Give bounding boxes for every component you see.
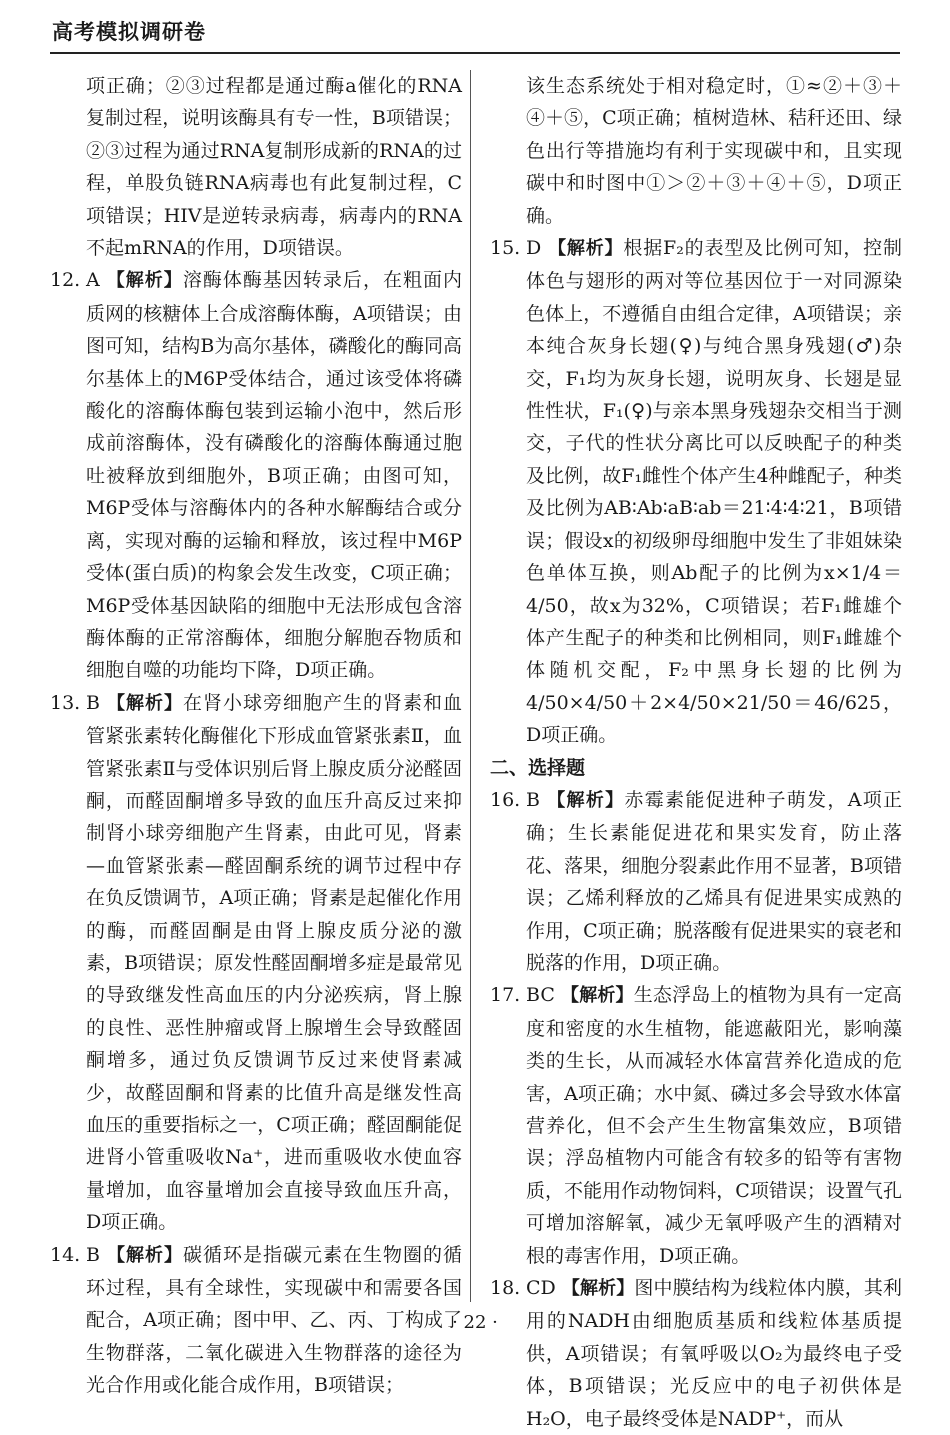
item-explanation: 碳循环是指碳元素在生物圈的循环过程，具有全球性，实现碳中和需要各国配合，A项正确；图中甲、乙、丙、丁构成了生物群落，二氧化碳进入生物群落的途径为光合作用或化能合成作用，B项错误； [86,1243,462,1397]
analysis-tag: 【解析】 [545,789,625,811]
answer-item-18 [490,1272,902,1435]
answer-item-13 [50,687,462,1239]
left-column [50,70,462,1402]
item-number: 17. [490,984,521,1007]
answer-item-16 [490,784,902,979]
continued-paragraph-14: 该生态系统处于相对稳定时，①≈②＋③＋④＋⑤，C项正确；植树造林、秸秆还田、绿色出行等措施均有利于实现碳中和，且实现碳中和时图中①＞②＋③＋④＋⑤，D项正确。 [526,75,902,227]
page-number: · 22 · [452,1312,498,1333]
analysis-tag: 【解析】 [105,1244,183,1266]
answer-item-12 [50,264,462,686]
header-title: 高考模拟调研卷 [52,20,206,44]
item-number: 14. [50,1243,81,1266]
analysis-tag: 【解析】 [560,985,634,1007]
column-divider [470,70,471,1302]
item-explanation: 根据F₂的表型及比例可知，控制体色与翅形的两对等位基因位于一对同源染色体上，不遵循自由组合定律，A项错误；亲本纯合灰身长翅(♀)与纯合黑身残翅(♂)杂交，F₁均为灰身长翅，说明灰身、长翅是显性性状，F₁(♀)与亲本黑身残翅杂交相当于测交，子代的性状分离比可以反映配子的种类及比例，故F₁雌性个体产生4种雌配子，种类及比例为AB∶Ab∶aB∶ab＝21∶4∶4∶21，B项错误；假设x的初级卵母细胞中发生了非姐妹染色单体互换，则Ab配子的比例为x×1/4＝4/50，故x为32%，C项错误；若F₁雌雄个体产生配子的种类和比例相同，则F₁雌雄个体随机交配，F₂中黑身长翅的比例为4/50×4/50＋2×4/50×21/50＝46/625，D项正确。 [526,237,902,747]
page-header [50,12,900,54]
analysis-tag: 【解析】 [105,692,183,714]
section-title: 二、选择题 [490,756,586,779]
item-answer: B [86,1243,100,1266]
analysis-tag: 【解析】 [561,1278,635,1300]
answer-item-17 [490,979,902,1272]
item-answer: B [526,788,540,811]
item-answer: D [526,237,542,260]
analysis-tag: 【解析】 [105,270,183,292]
answer-item-15 [490,232,902,752]
item-answer: CD [526,1277,556,1300]
right-column [490,70,902,1435]
item-explanation: 赤霉素能促进种子萌发，A项正确；生长素能促进花和果实发育，防止落花、落果，细胞分裂素此作用不显著，B项错误；乙烯利释放的乙烯具有促进果实成熟的作用，C项正确；脱落酸有促进果实的衰老和脱落的作用，D项正确。 [526,788,903,974]
item-number: 16. [490,788,521,811]
item-explanation: 生态浮岛上的植物为具有一定高度和密度的水生植物，能遮蔽阳光，影响藻类的生长，从而减轻水体富营养化造成的危害，A项正确；水中氮、磷过多会导致水体富营养化，但不会产生生物富集效应，B项错误；浮岛植物内可能含有较多的铅等有害物质，不能用作动物饲料，C项错误；设置气孔可增加溶解氧，减少无氧呼吸产生的酒精对根的毒害作用，D项正确。 [526,984,902,1267]
item-number: 18. [490,1277,521,1300]
item-number: 13. [50,691,81,714]
item-answer: BC [526,984,555,1007]
item-number: 15. [490,237,521,260]
item-explanation: 溶酶体酶基因转录后，在粗面内质网的核糖体上合成溶酶体酶，A项错误；由图可知，结构B为高尔基体，磷酸化的酶同高尔基体上的M6P受体结合，通过该受体将磷酸化的溶酶体酶包装到运输小泡中，然后形成前溶酶体，没有磷酸化的溶酶体酶通过胞吐被释放到细胞外，B项正确；由图可知，M6P受体与溶酶体内的各种水解酶结合或分离，实现对酶的运输和释放，该过程中M6P受体(蛋白质)的构象会发生改变，C项正确；M6P受体基因缺陷的细胞中无法形成包含溶酶体酶的正常溶酶体，细胞分解胞吞物质和细胞自噬的功能均下降，D项正确。 [86,269,462,682]
item-explanation: 在肾小球旁细胞产生的肾素和血管紧张素转化酶催化下形成血管紧张素Ⅱ，血管紧张素Ⅱ与受体识别后肾上腺皮质分泌醛固酮，而醛固酮增多导致的血压升高反过来抑制肾小球旁细胞产生肾素，由此可见，肾素—血管紧张素—醛固酮系统的调节过程中存在负反馈调节，A项正确；肾素是起催化作用的酶，而醛固酮是由肾上腺皮质分泌的激素，B项错误；原发性醛固酮增多症是最常见的导致继发性高血压的内分泌疾病，肾上腺的良性、恶性肿瘤或肾上腺增生会导致醛固酮增多，通过负反馈调节反过来使肾素减少，故醛固酮和肾素的比值升高是继发性高血压的重要指标之一，C项正确；醛固酮能促进肾小管重吸收Na⁺，进而重吸收水使血容量增加，血容量增加会直接导致血压升高，D项正确。 [86,691,462,1234]
item-answer: A [86,269,100,292]
item-explanation: 图中膜结构为线粒体内膜，其利用的NADH由细胞质基质和线粒体基质提供，A项错误；有氧呼吸以O₂为最终电子受体，B项错误；光反应中的电子初供体是H₂O，电子最终受体是NADP⁺，而从 [526,1277,902,1430]
analysis-tag: 【解析】 [547,238,624,260]
item-number: 12. [50,269,81,292]
continued-paragraph-11: 项正确；②③过程都是通过酶a催化的RNA复制过程，说明该酶具有专一性，B项错误；②③过程为通过RNA复制形成新的RNA的过程，单股负链RNA病毒也有此复制过程，C项错误；HIV是逆转录病毒，病毒内的RNA不起mRNA的作用，D项错误。 [86,75,462,260]
item-answer: B [86,691,100,714]
